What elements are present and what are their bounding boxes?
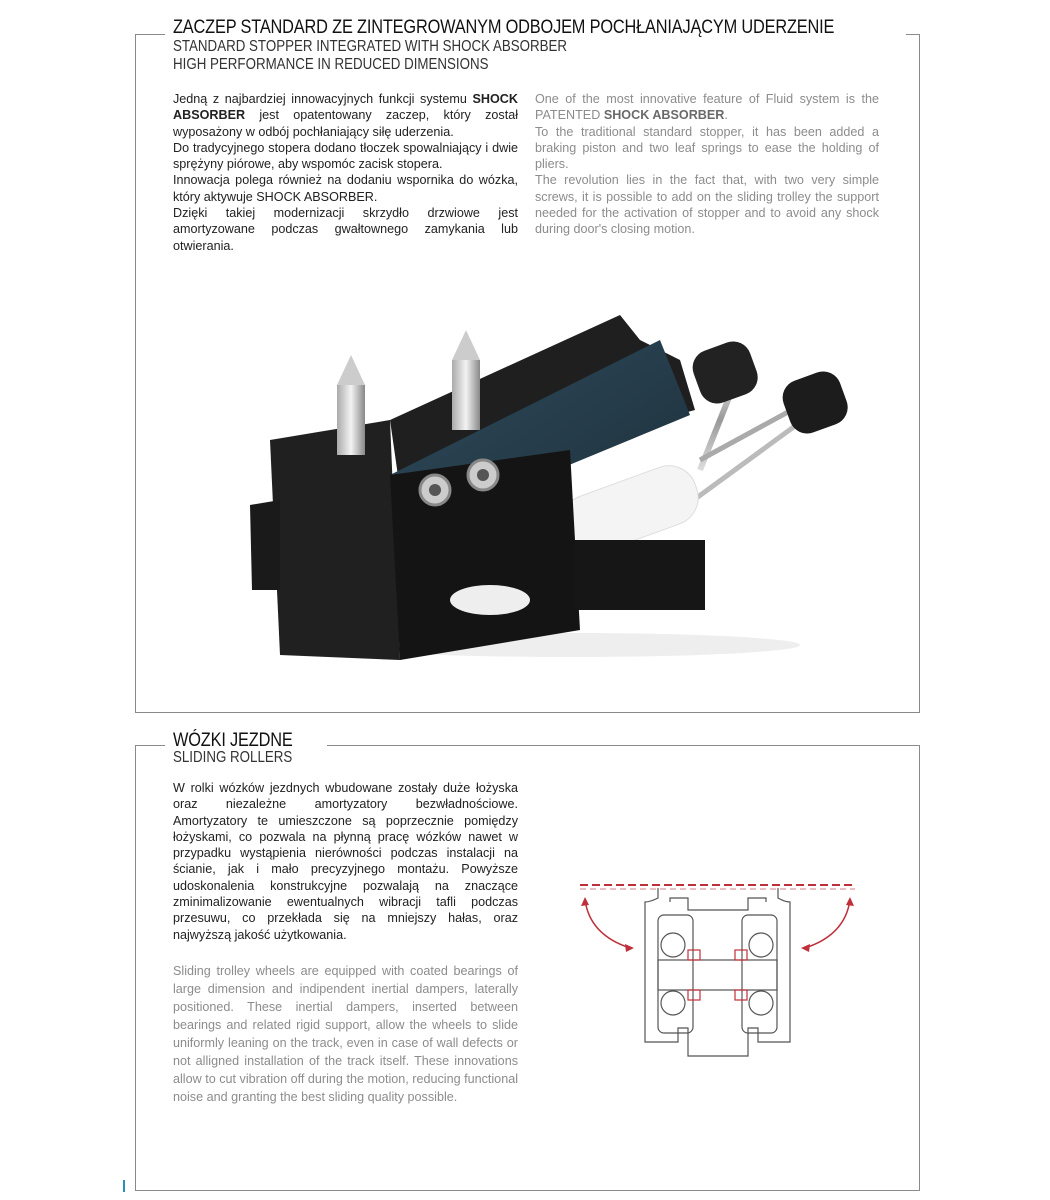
page-accent-mark	[123, 1180, 125, 1192]
section1-subtitle-2: HIGH PERFORMANCE IN REDUCED DIMENSIONS	[173, 56, 489, 73]
section1-english-text: One of the most innovative feature of Fluid system is the PATENTED SHOCK ABSORBER. To the traditional standard stopper, it has been added a braking piston and two leaf springs to ease the holding of pliers. The revolution lies in the fact that, with two very simple screws, it is possible to add on the sliding trolley the support needed for the activation of stopper and to avoid any shock during door's closing motion.	[535, 92, 879, 237]
section1-frame-top-left	[135, 34, 165, 35]
section2-frame-top-left	[135, 745, 165, 746]
section2-title: WÓZKI JEZDNE	[173, 730, 293, 751]
section2-subtitle: SLIDING ROLLERS	[173, 749, 293, 766]
section1-title: ZACZEP STANDARD ZE ZINTEGROWANYM ODBOJEM POCHŁANIAJĄCYM UDERZENIE	[173, 17, 835, 38]
section1-frame-top-right	[906, 34, 919, 35]
sliding-roller-diagram	[570, 870, 860, 1070]
section2-polish-text: W rolki wózków jezdnych wbudowane zostały duże łożyska oraz niezależne amortyzatory bezwładnościowe. Amortyzatory te umieszczone są poprzecznie pomiędzy łożyskami, co pozwala na płynną pracę wózków nawet w przypadku wystąpienia nierówności podczas instalacji na ścianie, jak i mało precyzyjnego montażu. Powyższe udoskonalenia konstrukcyjne pozwalają na znaczące zminimalizowanie ewentualnych wibracji tafli podczas przesuwu, co przekłada się na mniejszy hałas, oraz najwyższą jakość użytkowania.	[173, 781, 518, 942]
section2-frame-top-right	[327, 745, 919, 746]
section1-subtitle-1: STANDARD STOPPER INTEGRATED WITH SHOCK ABSORBER	[173, 38, 568, 55]
section2-english-text: Sliding trolley wheels are equipped with coated bearings of large dimension and indipendent inertial dampers, laterally positioned. These inertial dampers, inserted between bearings and related rigid support, allow the wheels to slide uniformly leaning on the track, even in case of wall defects or not alligned installation of the track itself. These innovations allow to cut vibration off during the motion, reducing functional noise and granting the best sliding quality possible.	[173, 964, 518, 1104]
shock-absorber-product-image	[240, 300, 880, 670]
section1-polish-text: Jedną z najbardziej innowacyjnych funkcji systemu SHOCK ABSORBER jest opatentowany zaczep, który został wyposażony w odbój pochłaniający siłę uderzenia. Do tradycyjnego stopera dodano tłoczek spowalniający i dwie sprężyny piórowe, aby wspomóc zacisk stopera. Innowacja polega również na dodaniu wspornika do wózka, który aktywuje SHOCK ABSORBER. Dzięki takiej modernizacji skrzydło drzwiowe jest amortyzowane podczas gwałtownego zamykania lub otwierania.	[173, 92, 518, 253]
